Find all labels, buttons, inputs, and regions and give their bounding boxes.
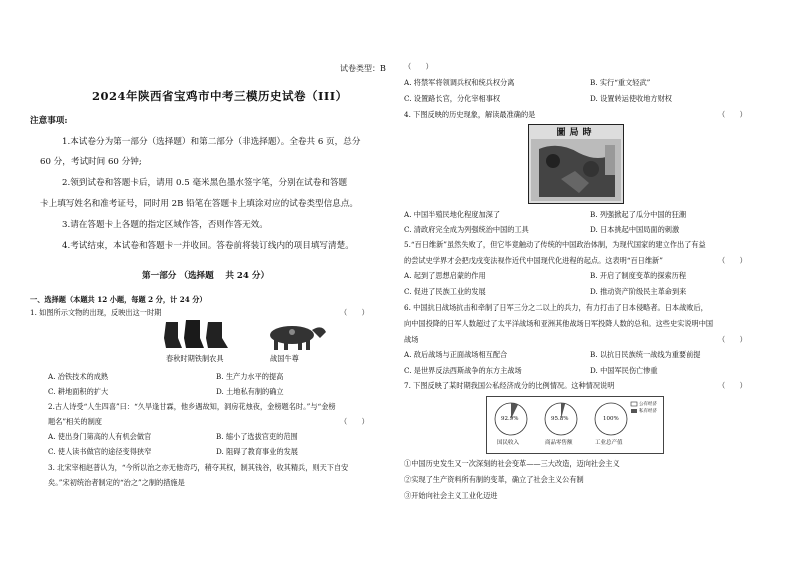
q2-option-d[interactable]: D. 阻碍了教育事业的发展	[216, 447, 298, 456]
q3-option-a[interactable]: A. 将禁军将领调兵权和统兵权分离	[404, 78, 515, 87]
q4-option-d[interactable]: D. 日本挑起中国局面的刺激	[590, 225, 680, 234]
q3-option-c[interactable]: C. 设置路长官，分化宰相事权	[404, 94, 501, 103]
q6-bracket: （ ）	[718, 335, 747, 344]
notice-line: 4.考试结束，本试卷和答题卡一并收回。答卷前将装订线内的项目填写清楚。	[62, 241, 354, 251]
q5-bracket: （ ）	[718, 256, 747, 265]
notice-line: 卡上填写姓名和准考证号，同时用 2B 铅笔在答题卡上填涂对应的试卷类型信息点。	[40, 199, 359, 209]
iron-tools-image	[162, 318, 237, 352]
q4-option-b[interactable]: B. 列强掀起了瓜分中国的狂潮	[590, 210, 687, 219]
q3-stem: 3. 北宋宰相赵普认为，“今所以治之亦无他奇巧，稍夺其权，制其钱谷，收其精兵，则天下自安	[48, 463, 349, 472]
q5-option-c[interactable]: C. 促进了民族工业的发展	[404, 287, 486, 296]
q2-option-a[interactable]: A. 使出身门第高的人有机会做官	[48, 432, 152, 441]
q4-option-c[interactable]: C. 清政府完全成为列强统治中国的工具	[404, 225, 529, 234]
q7-bracket: （ ）	[718, 381, 747, 390]
legend-private-swatch	[631, 409, 637, 413]
q5-option-d[interactable]: D. 推动资产阶级民主革命到来	[590, 287, 687, 296]
pie1-value: 92.9%	[501, 416, 519, 422]
legend-public-swatch	[631, 402, 637, 406]
pie1-caption: 国民收入	[497, 440, 520, 446]
exam-type: 试卷类型：B	[340, 64, 386, 73]
q7-item-2: ②实现了生产资料所有制的变革，确立了社会主义公有制	[404, 475, 584, 484]
legend-public: 公有经济	[639, 402, 657, 407]
q7-item-1: ①中国历史发生又一次深刻的社会变革——三大改造，迈向社会主义	[404, 459, 620, 468]
notice-line: 60 分，考试时间 60 分钟;	[40, 157, 142, 167]
page-title: 2024年陕西省宝鸡市中考三模历史试卷（III）	[92, 89, 348, 103]
q2-stem: 题名”相关的制度	[48, 417, 102, 426]
q4-stem: 4. 下图反映的历史现象，解读最准确的是	[404, 110, 536, 119]
part1-heading: 第一部分 （选择题 共 24 分）	[142, 271, 270, 281]
legend-private: 私有经济	[639, 409, 657, 414]
q1-stem: 1. 如图所示文物的出现，反映出这一时期	[30, 308, 162, 317]
q1-bracket: （ ）	[340, 308, 369, 317]
part1-instructions: 一、选择题（本题共 12 小题，每题 2 分，计 24 分）	[30, 295, 207, 304]
q5-stem: 的尝试史学界才会把戊戌变法视作近代中国现代化进程的起点。这表明“百日维新”	[404, 256, 663, 265]
q7-stem: 7. 下图反映了某时期我国公私经济成分的比例情况。这种情况说明	[404, 381, 615, 390]
q2-option-b[interactable]: B. 缩小了选拔官吏的范围	[216, 432, 298, 441]
ownership-chart	[486, 396, 664, 454]
cartoon-title: 圖局時	[556, 128, 596, 138]
q2-stem: 2.古人诗受“人生四喜”曰：“久旱逢甘霖，他乡遇故知，洞房花烛夜，金榜题名时。”与“金榜	[48, 402, 336, 411]
q6-stem: 6. 中国抗日战场抗击和牵制了日军三分之二以上的兵力，有力打击了日本侵略者。日本战败后，	[404, 303, 708, 312]
q1-option-d[interactable]: D. 土地私有制的确立	[216, 387, 284, 396]
q6-stem: 向中国投降的日军人数超过了太平洋战场和亚洲其他战场日军投降人数的总和。这些史实说明中国	[404, 319, 714, 328]
q1-caption-ox: 战国牛尊	[270, 354, 299, 363]
q6-option-a[interactable]: A. 敌后战场与正面战场相互配合	[404, 350, 508, 359]
q6-option-c[interactable]: C. 是世界反法西斯战争的东方主战场	[404, 366, 522, 375]
q6-option-b[interactable]: B. 以抗日民族统一战线为重要前提	[590, 350, 701, 359]
q3-option-d[interactable]: D. 设置转运使收地方财权	[590, 94, 672, 103]
pie2-caption: 商品零售额	[545, 440, 573, 446]
q1-caption-tools: 春秋时期铁制农具	[166, 354, 224, 363]
q4-option-a[interactable]: A. 中国半殖民地化程度加深了	[404, 210, 501, 219]
q1-option-c[interactable]: C. 耕地面积的扩大	[48, 387, 109, 396]
q5-option-a[interactable]: A. 起到了思想启蒙的作用	[404, 271, 486, 280]
q3-stem: 矣。”宋初统治者制定的“治之”之制的措施是	[48, 478, 185, 487]
q4-bracket: （ ）	[718, 110, 747, 119]
q3-option-b[interactable]: B. 实行“重文轻武”	[590, 78, 651, 87]
notice-line: 3.请在答题卡上各题的指定区域作答，否则作答无效。	[62, 220, 268, 230]
pie3-caption: 工业总产值	[595, 440, 623, 446]
time-situation-cartoon	[528, 124, 624, 204]
notice-line: 2.领到试卷和答题卡后，请用 0.5 毫米黑色墨水签字笔，分别在试卷和答题	[62, 178, 348, 188]
q6-option-d[interactable]: D. 中国军民伤亡惨重	[590, 366, 658, 375]
pie3-value: 100%	[603, 416, 619, 422]
q1-option-b[interactable]: B. 生产力水平的提高	[216, 372, 284, 381]
notice-line: 1.本试卷分为第一部分（选择题）和第二部分（非选择题）。全卷共 6 页，总分	[62, 137, 361, 147]
q7-item-3: ③开始向社会主义工业化迈进	[404, 491, 498, 500]
q1-option-a[interactable]: A. 冶铁技术的成熟	[48, 372, 109, 381]
q6-stem: 战场	[404, 335, 419, 344]
bronze-ox-image	[256, 318, 328, 352]
pie2-value: 95.8%	[551, 416, 569, 422]
cartoon-drawing	[531, 139, 621, 201]
notice-heading: 注意事项:	[30, 116, 68, 126]
q2-option-c[interactable]: C. 使人读书做官的途径变得狭窄	[48, 447, 152, 456]
q5-stem: 5.“百日维新”虽然失败了，但它毕竟触动了传统的中国政治体制，为现代国家的建立作出了有益	[404, 240, 706, 249]
q3-bracket: （ ）	[404, 62, 433, 71]
q5-option-b[interactable]: B. 开启了制度变革的探索历程	[590, 271, 687, 280]
q2-bracket: （ ）	[340, 417, 369, 426]
